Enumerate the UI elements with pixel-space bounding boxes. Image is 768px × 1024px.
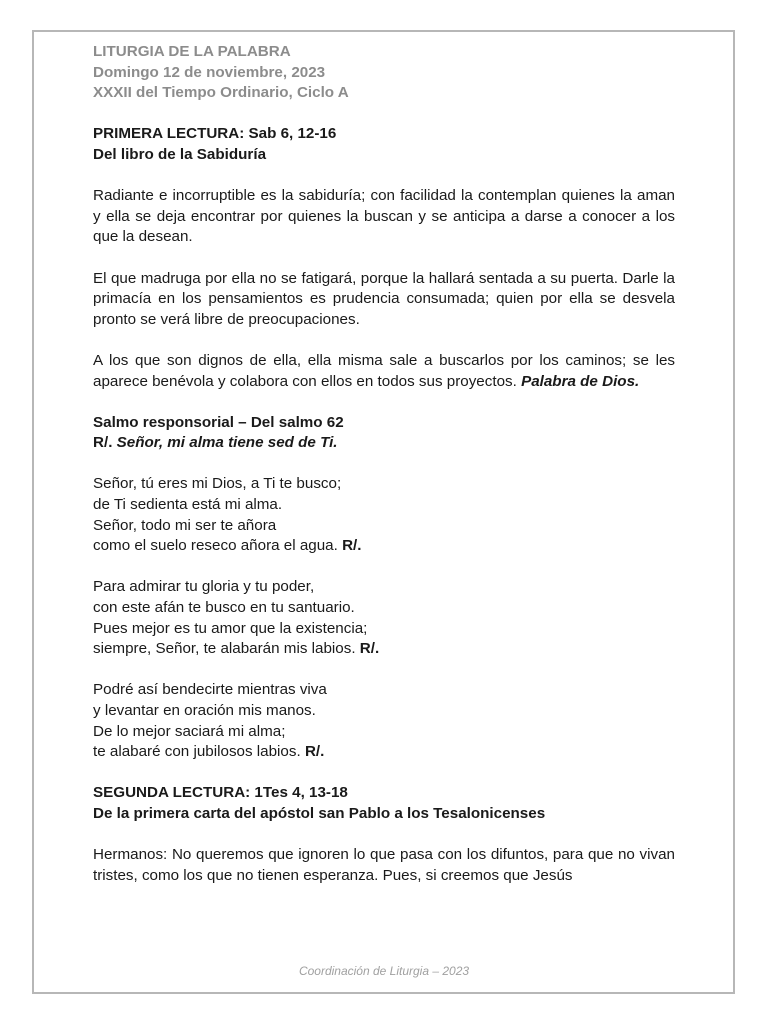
psalm-stanza-3 bbox=[93, 680, 675, 762]
verse-line: De lo mejor saciará mi alma; bbox=[93, 722, 286, 740]
psalm-response-marker: R/. bbox=[93, 434, 113, 452]
verse-line: Señor, todo mi ser te añora bbox=[93, 516, 277, 534]
psalm-response-text: Señor, mi alma tiene sed de Ti. bbox=[116, 434, 338, 452]
first-reading-paragraph-2: El que madruga por ella no se fatigará, porque la hallará sentada a su puerta. Darle la primacía en los pensamientos es prudencia consumada; quien por ella se desvela pronto se verá libre de preocupaciones. bbox=[93, 269, 675, 328]
verse-line: Para admirar tu gloria y tu poder, bbox=[93, 578, 315, 596]
second-reading-title: SEGUNDA LECTURA: 1Tes 4, 13-18 bbox=[93, 784, 348, 802]
refrain-marker: R/. bbox=[342, 537, 362, 555]
first-reading-closing: Palabra de Dios. bbox=[521, 372, 640, 390]
refrain-marker: R/. bbox=[359, 640, 380, 658]
refrain-marker: R/. bbox=[304, 743, 325, 761]
verse-line: de Ti sedienta está mi alma. bbox=[93, 496, 283, 514]
verse-line: Pues mejor es tu amor que la existencia; bbox=[93, 619, 368, 637]
first-reading-paragraph-3 bbox=[93, 351, 675, 392]
second-reading-source: De la primera carta del apóstol san Pablo a los Tesalonicenses bbox=[93, 804, 546, 822]
verse-line-last bbox=[93, 639, 675, 660]
psalm-stanza-1 bbox=[93, 474, 675, 556]
verse-line-last bbox=[93, 536, 675, 557]
header-date: Domingo 12 de noviembre, 2023 bbox=[93, 63, 326, 81]
page-footer: Coordinación de Liturgia – 2023 bbox=[298, 964, 470, 978]
verse-line-last bbox=[93, 742, 675, 763]
verse-text: como el suelo reseco añora el agua. bbox=[93, 537, 338, 555]
header-liturgical-week: XXXII del Tiempo Ordinario, Ciclo A bbox=[93, 84, 349, 102]
verse-text: te alabaré con jubilosos labios. bbox=[93, 743, 301, 761]
verse-line: con este afán te busco en tu santuario. bbox=[93, 599, 355, 617]
header-title: LITURGIA DE LA PALABRA bbox=[93, 43, 291, 60]
verse-line: y levantar en oración mis manos. bbox=[93, 702, 316, 719]
verse-line: Señor, tú eres mi Dios, a Ti te busco; bbox=[93, 475, 342, 493]
document-header bbox=[93, 42, 675, 104]
psalm-stanza-2 bbox=[93, 577, 675, 659]
first-reading-source: Del libro de la Sabiduría bbox=[93, 145, 267, 163]
psalm-response bbox=[93, 433, 675, 454]
first-reading-paragraph-3-text: A los que son dignos de ella, ella misma sale a buscarlos por los caminos; se les aparece benévola y colabora con ellos en todos sus proyectos. bbox=[93, 351, 675, 390]
verse-text: siempre, Señor, te alabarán mis labios. bbox=[93, 640, 356, 658]
document-body bbox=[93, 42, 675, 886]
first-reading-paragraph-1: Radiante e incorruptible es la sabiduría; con facilidad la contemplan quienes la aman y ella se deja encontrar por quienes la buscan y se anticipa a darse a conocer a los que la desean. bbox=[93, 187, 675, 246]
psalm-title: Salmo responsorial – Del salmo 62 bbox=[93, 413, 344, 431]
first-reading-title: PRIMERA LECTURA: Sab 6, 12-16 bbox=[93, 125, 337, 143]
verse-line: Podré así bendecirte mientras viva bbox=[93, 681, 327, 699]
second-reading-paragraph-1: Hermanos: No queremos que ignoren lo que pasa con los difuntos, para que no vivan tristes, como los que no tienen esperanza. Pues, si creemos que Jesús bbox=[93, 846, 675, 884]
